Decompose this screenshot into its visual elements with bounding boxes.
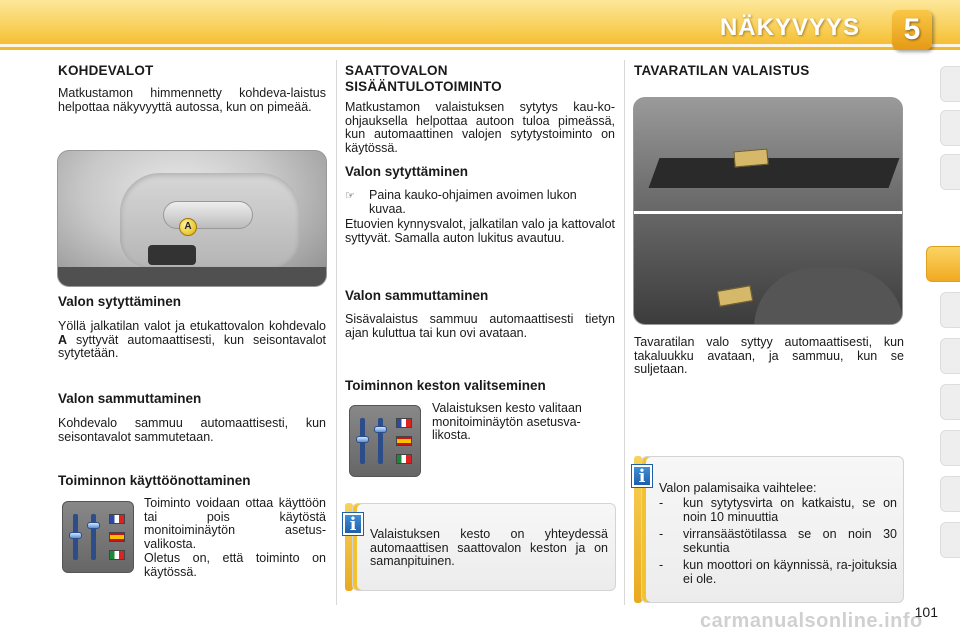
trunk-lamp <box>733 149 768 168</box>
chapter-tab[interactable] <box>940 154 960 190</box>
col3-info-list <box>659 497 897 586</box>
section-title-kohdevalot: KOHDEVALOT <box>58 63 154 78</box>
col1-default-text: Oletus on, että toiminto on käytössä. <box>144 551 326 579</box>
list-item <box>659 559 897 586</box>
list-dash: - <box>659 496 664 510</box>
column-divider <box>336 60 337 605</box>
photo-split <box>634 211 903 214</box>
on-text-part: syttyvät automaattisesti, kun seisontavalot sytytetään. <box>58 332 326 360</box>
slider-knob <box>374 426 387 433</box>
heading-valon-sytyttaminen-2: Valon sytyttäminen <box>345 164 469 179</box>
list-item <box>659 497 897 524</box>
info-icon: i <box>343 513 363 535</box>
flag-icon <box>109 550 125 560</box>
chapter-tab[interactable] <box>940 66 960 102</box>
chapter-tab[interactable] <box>940 110 960 146</box>
ceiling-light-photo <box>57 150 327 287</box>
trunk-shelf <box>649 158 900 188</box>
flag-icon <box>109 514 125 524</box>
chapter-number-badge: 5 <box>892 10 932 50</box>
chapter-tab[interactable] <box>940 522 960 558</box>
watermark: carmanualsonline.info <box>700 610 923 632</box>
list-item-text: kun sytytysvirta on katkaistu, se on noin 10 minuuttia <box>683 496 897 524</box>
list-dash: - <box>659 558 664 572</box>
col1-off-text: Kohdevalo sammuu automaattisesti, kun seisontavalot sammutetaan. <box>58 416 326 444</box>
on-text-part: Yöllä jalkatilan valot ja etukattovalon kohdevalo <box>58 319 326 333</box>
photo-dark-band <box>58 267 327 287</box>
settings-menu-thumbnail <box>62 501 134 573</box>
chapter-tab[interactable] <box>940 292 960 328</box>
list-item <box>659 528 897 555</box>
flag-icon <box>396 454 412 464</box>
list-dash: - <box>659 527 664 541</box>
chapter-tab-strip <box>940 66 960 576</box>
chapter-tab[interactable] <box>940 430 960 466</box>
chapter-tab-active[interactable] <box>926 246 960 282</box>
col2-on-text: Etuovien kynnysvalot, jalkatilan valo ja kattovalot syttyvät. Samalla auton lukitus avautuu. <box>345 217 615 245</box>
kohdevalot-intro: Matkustamon himmennetty kohdeva-laistus helpottaa näkyvyyttä autossa, kun on pimeää. <box>58 86 326 114</box>
col2-off-text: Sisävalaistus sammuu automaattisesti tietyn ajan kuluttua tai kun ovi avataan. <box>345 312 615 340</box>
bullet-text: Paina kauko-ohjaimen avoimen lukon kuvaa. <box>369 188 577 216</box>
flag-icon <box>396 436 412 446</box>
info-icon: i <box>632 465 652 487</box>
chapter-title: NÄKYVYYS <box>719 14 860 41</box>
heading-toiminnon-keston-valitseminen: Toiminnon keston valitseminen <box>345 378 546 393</box>
chapter-tab[interactable] <box>940 476 960 512</box>
slider-bar <box>378 418 383 464</box>
on-text-marker: A <box>58 332 68 347</box>
heading-valon-sytyttaminen: Valon sytyttäminen <box>58 294 182 309</box>
chapter-tab[interactable] <box>940 384 960 420</box>
trunk-lamp <box>717 285 753 307</box>
section-title-sisaantulotoiminto: SISÄÄNTULOTOIMINTO <box>345 79 502 94</box>
list-item-text: virransäästötilassa se on noin 30 sekuntia <box>683 527 897 555</box>
heading-toiminnon-kayttoonottaminen: Toiminnon käyttöönottaminen <box>58 473 251 488</box>
slider-knob <box>356 436 369 443</box>
light-switch <box>148 245 196 265</box>
chapter-tab[interactable] <box>940 338 960 374</box>
spot-lamp <box>163 201 253 229</box>
trunk-floor <box>754 268 903 325</box>
col2-info-text: Valaistuksen kesto on yhteydessä automaattisen saattovalon keston ja on samanpituinen. <box>370 527 608 568</box>
flag-icon <box>109 532 125 542</box>
col3-text: Tavaratilan valo syttyy automaattisesti, kun takaluukku avataan, ja sammuu, kun se suljetaan. <box>634 335 904 376</box>
flag-icon <box>396 418 412 428</box>
col3-info-intro: Valon palamisaika vaihtelee: <box>659 481 817 495</box>
column-divider <box>624 60 625 605</box>
col1-enable-text: Toiminto voidaan ottaa käyttöön tai pois käytöstä monitoiminäytön asetus-valikosta. <box>144 496 326 551</box>
slider-knob <box>69 532 82 539</box>
slider-bar <box>91 514 96 560</box>
col2-duration-text: Valaistuksen kesto valitaan monitoiminäytön asetusva-likosta. <box>432 401 582 442</box>
pointing-hand-icon: ☞ <box>345 189 355 202</box>
slider-knob <box>87 522 100 529</box>
trunk-light-photo <box>633 97 903 325</box>
bullet-item <box>345 189 615 216</box>
heading-valon-sammuttaminen-2: Valon sammuttaminen <box>345 288 489 303</box>
section-title-saattovalon: SAATTOVALON <box>345 63 448 78</box>
section-title-tavaratila: TAVARATILAN VALAISTUS <box>634 63 810 78</box>
col1-on-text <box>58 320 326 361</box>
settings-menu-thumbnail <box>349 405 421 477</box>
header-stripe <box>0 44 960 47</box>
callout-marker-a: A <box>179 218 197 236</box>
heading-valon-sammuttaminen: Valon sammuttaminen <box>58 391 202 406</box>
page-number: 101 <box>914 604 938 620</box>
list-item-text: kun moottori on käynnissä, ra-joituksia ei ole. <box>683 558 897 586</box>
saattovalo-intro: Matkustamon valaistuksen sytytys kau-ko-ohjauksella helpottaa autoon tuloa pimeässä, kun automaattinen valojen sytytystoiminto on käytössä. <box>345 100 615 155</box>
